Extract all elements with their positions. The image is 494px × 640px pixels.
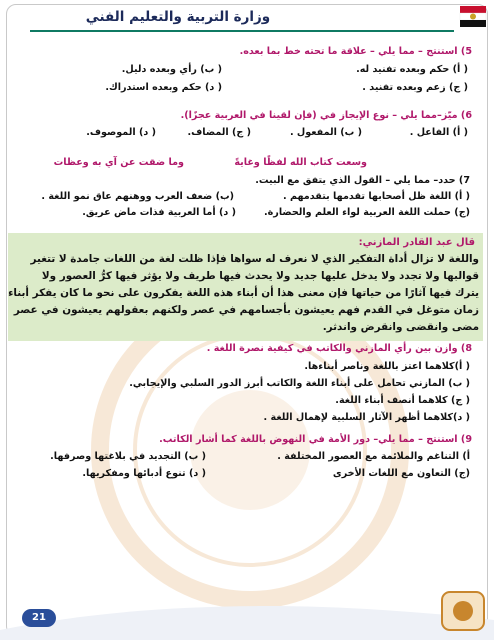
passage-box <box>8 233 483 341</box>
q5-option-a[interactable]: ( أ) حكم وبعده تفنيد له. <box>356 64 468 75</box>
q9-stem-text: 9) استنتج – مما يلي– دور الأمة في النهوض باللغة كما أشار الكاتب. <box>159 434 472 445</box>
q8-option-b[interactable]: ( ب) المازني تحامل على أبناء اللغة والكاتب أبرز الدور السلبي والإيجابي. <box>129 378 470 389</box>
q5-option-b[interactable]: ( ب) رأي وبعده دليل. <box>121 64 222 75</box>
q8-option-d[interactable]: ( د)كلاهما أظهر الآثار السلبية لإهمال اللغة . <box>263 412 470 423</box>
passage-line-1: واللغة لا تزال أداة التفكير الذي لا نعرف له سواها فإذا ظلت لغة من اللغات جامدة لا تتغير <box>30 253 479 265</box>
q7-option-d[interactable]: ( د) أما العربية فذات ماض عريق. <box>82 207 236 218</box>
footer-wave-decoration <box>0 590 494 640</box>
q6-option-c[interactable]: ( ج) المضاف. <box>187 127 251 138</box>
verse-part-2: وما ضقت عن آي به وعظات <box>53 157 184 168</box>
q8-option-a[interactable]: ( أ)كلاهما اعتز باللغة وناصر أبناءها. <box>304 361 470 372</box>
passage-line-5: مضى وانقضى وانقرض واندثر. <box>322 321 479 333</box>
q5-stem-text: – مما يلي – علاقة ما تحته خط بما بعده. <box>239 46 427 57</box>
verse-part-1: وسعت كتاب الله لفظًا وغايةً <box>234 157 367 168</box>
q5-stem <box>0 46 472 58</box>
q9-option-c[interactable]: (ج) التعاون مع اللغات الأخرى <box>332 468 470 479</box>
q5-option-d[interactable]: ( د) حكم وبعده استدراك. <box>105 82 222 93</box>
page-number-badge: 21 <box>22 609 56 627</box>
header-rule <box>30 30 454 32</box>
q8-stem-text: 8) وازن بين رأي المازني والكاتب في كيفية نصرة اللغة . <box>206 343 472 354</box>
passage-line-2: قوالبها ولا تجدد ولا يدخل عليها جديد ولا يحدث فيها طريف ولا يؤثر فيها كرُّ العصور ولا <box>41 270 479 282</box>
q7-option-a[interactable]: ( أ) اللغة ظل أصحابها تقدمها بتقدمهم . <box>282 191 470 202</box>
q6-option-a[interactable]: ( أ) الفاعل . <box>409 127 468 138</box>
q5-number: 5) استنتج <box>426 46 472 57</box>
ministry-title: وزارة التربية والتعليم الفني <box>85 9 271 25</box>
q9-stem <box>0 434 472 446</box>
q6-stem-text: 6) ميّز–مما يلي – نوع الإيجاز في (فإن لقينا في العربية عجزًا). <box>180 110 472 121</box>
q9-option-b[interactable]: ( ب) التجديد في بلاغتها وصرفها. <box>50 451 206 462</box>
q9-option-d[interactable]: ( د) تنوع أدبائها ومفكريها. <box>82 468 206 479</box>
q8-option-c[interactable]: ( ج) كلاهما أنصف أبناء اللغة. <box>335 395 470 406</box>
q7-stem: 7) حدد– مما يلي – القول الذي يتفق مع البيت. <box>255 175 470 186</box>
arabic-logo-icon <box>440 590 486 632</box>
passage-line-3: يترك فيها آثارًا من حياتها فإن معنى هذا أن أبناء هذه اللغة يفكرون على نحو ما كان يفكر أبناء <box>8 287 479 299</box>
q6-option-d[interactable]: ( د) الموصوف. <box>86 127 156 138</box>
q5-option-c[interactable]: ( ج) زعم وبعده تفنيد . <box>362 82 468 93</box>
passage-line-4: زمان متوغل في القدم فهم يعيشون بأجسامهم في عصر ولكنهم بعقولهم يعيشون في عصر <box>13 304 479 316</box>
q6-option-b[interactable]: ( ب) المفعول . <box>289 127 362 138</box>
header-bar <box>0 0 494 42</box>
passage-title: قال عبد القادر المازني: <box>358 237 475 248</box>
egypt-emblem-icon <box>458 4 488 30</box>
q6-stem <box>0 110 472 122</box>
q8-stem <box>0 343 472 355</box>
q7-option-b[interactable]: (ب) ضعف العرب ووهنهم عاق نمو اللغة . <box>41 191 234 202</box>
q9-option-a[interactable]: أ) التناغم والملائمة مع العصور المختلفة . <box>277 451 470 462</box>
q7-option-c[interactable]: (ج) حملت اللغة العربية لواء العلم والحضارة. <box>263 207 470 218</box>
